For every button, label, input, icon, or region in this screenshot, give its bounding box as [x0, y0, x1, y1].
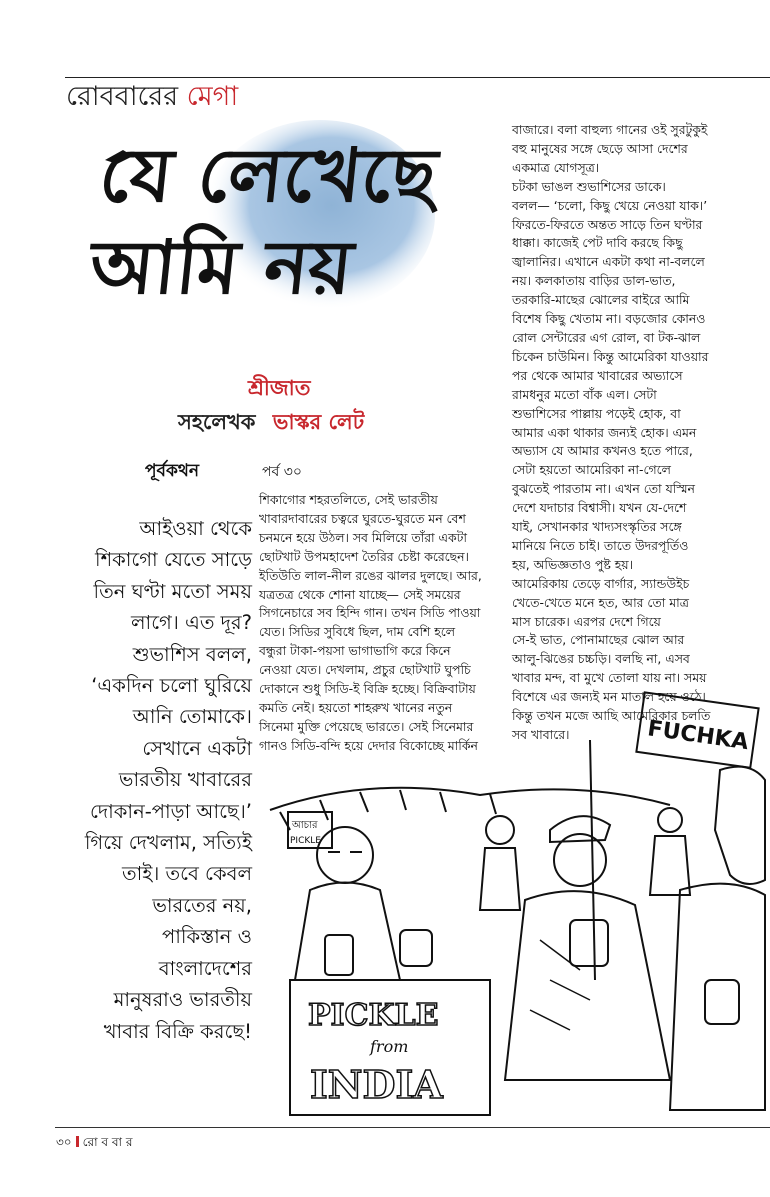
- india-sign: INDIA: [310, 1062, 443, 1107]
- jar-label-bottom: PICKLE: [290, 836, 321, 846]
- page-number: ৩০: [56, 1135, 72, 1149]
- jar-label-top: আচার: [292, 820, 318, 831]
- pickle-sign: PICKLE: [308, 998, 439, 1033]
- top-rule: [65, 77, 770, 78]
- page-footer: [56, 1134, 132, 1154]
- footer-separator: [76, 1136, 79, 1147]
- coauthor-line: [178, 406, 364, 441]
- market-illustration: [250, 680, 770, 1120]
- episode-number: পর্ব ৩০: [262, 464, 302, 480]
- coauthor-label: সহলেখক: [178, 410, 256, 434]
- bottom-rule: [55, 1127, 770, 1128]
- pull-quote: আইওয়া থেকে শিকাগো যেতে সাড়ে তিন ঘণ্টা মতো সময় লাগে। এত দূর? শুভাশিস বলল, ‘একদিন চলো ঘুরিয়ে আনি তোমাকে। সেখানে একটা ভারতীয় খাবারের দোকান-পাড়া আছে।’ গিয়ে দেখলাম, সত্যিই তাই। তবে কেবল ভারতের নয়, পাকিস্তান ও বাংলাদেশের মানুষরাও ভারতীয় খাবার বিক্রি করছে!: [84, 517, 252, 1043]
- publication-name: রো ব বা র: [82, 1135, 133, 1149]
- body-column-right: বাজারে। বলা বাহুল্য গানের ওই সুরটুকুই বহু মানুষের সঙ্গে ছেড়ে আসা দেশের একমাত্র যোগসূত্র। চটকা ভাঙল শুভাশিসের ডাকে। বলল— ‘চলো, কিছু খেয়ে নেওয়া যাক।’ ফিরতে-ফিরতে অন্তত সাড়ে তিন ঘণ্টার ধাক্কা। কাজেই পেট দাবি করছে কিছু জ্বালানির। এখানে একটা কথা না-বললে নয়। কলকাতায় বাড়ির ডাল-ভাত, তরকারি-মাছের ঝোলের বাইরে আমি বিশেষ কিছু খেতাম না। বড়জোর কোনও রোল সেন্টারের এগ রোল, বা টক-ঝাল চিকেন চাউমিন। কিন্তু আমেরিকা যাওয়ার পর থেকে আমার খাবারের অভ্যাসে রামধনুর মতো বাঁক এল। সেটা শুভাশিসের পাল্লায় পড়েই হোক, বা আমার একা থাকার জন্যই হোক। এমন অভ্যাস যে আমার কখনও হতে পারে, সেটা হয়তো আমেরিকা না-গেলে বুঝতেই পারতাম না। এখন তো যস্মিন দেশে যদাচার বিশ্বাসী। যখন যে-দেশে যাই, সেখানকার খাদ্যসংস্কৃতির সঙ্গে মানিয়ে নিতে চাই। তাতে উদরপূর্তিও হয়, অভিজ্ঞতাও পুষ্ট হয়। আমেরিকায় তেড়ে বার্গার, স্যান্ডউইচ খেতে-খেতে মনে হত, আর তো মাত্র মাস চারেক। এরপর দেশে গিয়ে সে-ই ভাত, পোনামাছের ঝোল আর আলু-ঝিঙের চচ্চড়ি। বলছি না, এসব খাবার মন্দ, বা মুখে তোলা যায় না। সময় বিশেষে এর জন্যই মন মাতাল হয়ে ওঠে। কিন্তু তখন মজে আছি আমেরিকার চলতি সব খাবারে।: [512, 122, 711, 742]
- series-name: রোববারের: [66, 81, 179, 112]
- author-name: শ্রীজাত: [248, 376, 311, 400]
- article-title: যে লেখেছে আমি নয়: [85, 133, 441, 311]
- body-column-middle: শিকাগোর শহরতলিতে, সেই ভারতীয় খাবারদাবারের চত্বরে ঘুরতে-ঘুরতে মন বেশ চনমনে হয়ে উঠল। সব মিলিয়ে তাঁরা একটা ছোটখাট উপমহাদেশ তৈরির চেষ্টা করেছেন। ইতিউতি লাল-নীল রঙের ঝালর দুলছে। আর, যত্রতত্র থেকে শোনা যাচ্ছে— সেই সময়ের সিগনেচারে সব হিন্দি গান। তখন সিডি পাওয়া যেত। সিডির সুবিধে ছিল, দাম বেশি হলে বন্ধুরা টাকা-পয়সা ভাগাভাগি করে কিনে নেওয়া যেত। দেখলাম, প্রচুর ছোটখাট ঘুপচি দোকানে শুধু সিডি-ই বিক্রি হচ্ছে। বিক্রিবাটায় কমতি নেই। হয়তো শাহরুখ খানের নতুন সিনেমা মুক্তি পেয়েছে ভারতে। সেই সিনেমার গানও সিডি-বন্দি হয়ে দেদার বিকোচ্ছে মার্কিন: [259, 492, 482, 753]
- series-tag: মেগা: [186, 81, 239, 112]
- ink-sketch: [250, 680, 770, 1120]
- series-heading: [66, 80, 238, 114]
- title-artwork: [85, 120, 441, 360]
- section-kicker: পূর্বকথন: [145, 461, 200, 481]
- coauthor-name: ভাস্কর লেট: [272, 410, 365, 434]
- fuchka-sign: FUCHKA: [645, 716, 750, 756]
- from-sign: from: [370, 1037, 409, 1056]
